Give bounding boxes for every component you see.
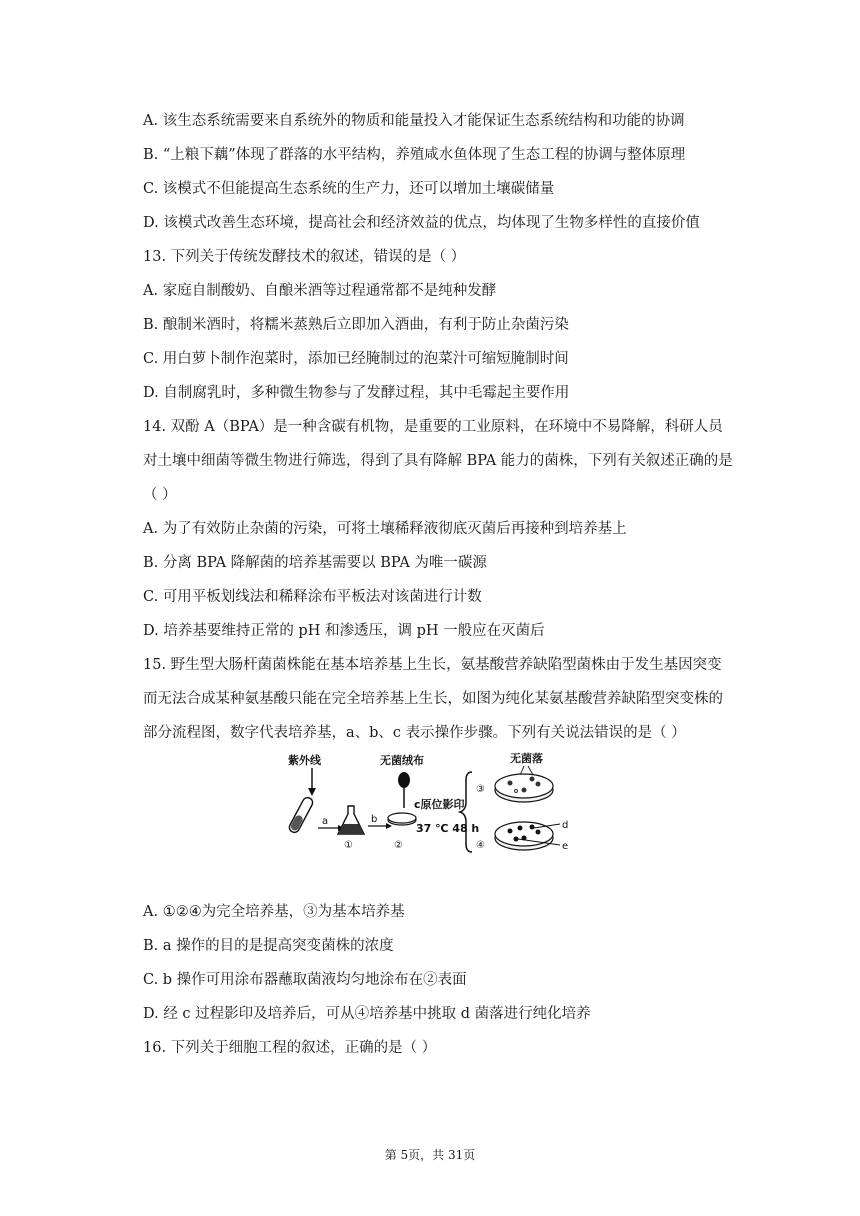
q12-option-a: A. 该生态系统需要来自系统外的物质和能量投入才能保证生态系统结构和功能的协调	[143, 113, 685, 129]
plate-3-icon	[495, 774, 553, 802]
q15-option-d: D. 经 c 过程影印及培养后，可从④培养基中挑取 d 菌落进行纯化培养	[143, 1006, 591, 1022]
page-footer: 第 5页，共 31页	[384, 1148, 476, 1162]
flask-icon	[338, 806, 364, 834]
medium-3-label: ③	[476, 784, 485, 795]
medium-1-label: ①	[344, 840, 353, 851]
medium-4-label: ④	[476, 840, 485, 851]
velvet-stamp-icon	[398, 772, 410, 808]
q12-option-d: D. 该模式改善生态环境，提高社会和经济效益的优点，均体现了生物多样性的直接价值	[143, 215, 700, 231]
replica-plating-figure	[288, 750, 588, 862]
q15-stem-line-2: 而无法合成某种氨基酸只能在完全培养基上生长，如图为纯化某氨基酸营养缺陷型突变株的	[143, 691, 723, 707]
q14-option-c: C. 可用平板划线法和稀释涂布平板法对该菌进行计数	[143, 589, 482, 605]
q15-option-a: A. ①②④为完全培养基，③为基本培养基	[143, 904, 405, 920]
label-e: e	[562, 841, 569, 852]
q15-stem-line-3: 部分流程图，数字代表培养基，a、b、c 表示操作步骤。下列有关说法错误的是（ ）	[143, 725, 686, 741]
q16-stem: 16. 下列关于细胞工程的叙述，正确的是（ ）	[143, 1040, 437, 1056]
temperature-label: 37 ℃ 48 h	[416, 822, 480, 835]
step-a-label: a	[322, 816, 329, 827]
q12-option-b: B. “上粮下藕”体现了群落的水平结构，养殖咸水鱼体现了生态工程的协调与整体原理	[143, 147, 686, 163]
velvet-label: 无菌绒布	[380, 754, 424, 767]
q13-option-c: C. 用白萝卜制作泡菜时，添加已经腌制过的泡菜汁可缩短腌制时间	[143, 351, 569, 367]
q14-option-b: B. 分离 BPA 降解菌的培养基需要以 BPA 为唯一碳源	[143, 555, 487, 571]
q13-option-b: B. 酿制米酒时，将糯米蒸熟后立即加入酒曲，有利于防止杂菌污染	[143, 317, 569, 333]
test-tube-icon	[288, 796, 314, 834]
q13-option-d: D. 自制腐乳时，多种微生物参与了发酵过程，其中毛霉起主要作用	[143, 385, 570, 401]
uv-arrow-head	[308, 788, 316, 796]
medium-2-label: ②	[394, 840, 403, 851]
q14-stem-line-3: （ ）	[143, 487, 177, 503]
q15-option-b: B. a 操作的目的是提高突变菌株的浓度	[143, 938, 394, 954]
colony-label: 无菌落	[510, 752, 543, 765]
q13-stem: 13. 下列关于传统发酵技术的叙述，错误的是（ ）	[143, 249, 466, 265]
q14-option-d: D. 培养基要维持正常的 pH 和渗透压，调 pH 一般应在灭菌后	[143, 623, 545, 639]
plate-2-icon	[388, 813, 416, 825]
uv-label: 紫外线	[288, 754, 321, 767]
q14-option-a: A. 为了有效防止杂菌的污染，可将土壤稀释液彻底灭菌后再接种到培养基上	[143, 521, 627, 537]
q14-stem-line-2: 对土壤中细菌等微生物进行筛选，得到了具有降解 BPA 能力的菌株，下列有关叙述正确的是	[143, 453, 733, 469]
q12-option-c: C. 该模式不但能提高生态系统的生产力，还可以增加土壤碳储量	[143, 181, 555, 197]
label-d: d	[562, 820, 569, 831]
brace	[460, 772, 472, 852]
step-b-label: b	[371, 814, 378, 825]
q15-option-c: C. b 操作可用涂布器蘸取菌液均匀地涂布在②表面	[143, 972, 467, 988]
q15-stem-line-1: 15. 野生型大肠杆菌菌株能在基本培养基上生长，氨基酸营养缺陷型菌株由于发生基因突变	[143, 657, 722, 673]
q13-option-a: A. 家庭自制酸奶、自酿米酒等过程通常都不是纯种发酵	[143, 283, 497, 299]
replica-label: c原位影印	[414, 798, 465, 811]
q14-stem-line-1: 14. 双酚 A（BPA）是一种含碳有机物，是重要的工业原料，在环境中不易降解，科研人员	[143, 419, 723, 435]
